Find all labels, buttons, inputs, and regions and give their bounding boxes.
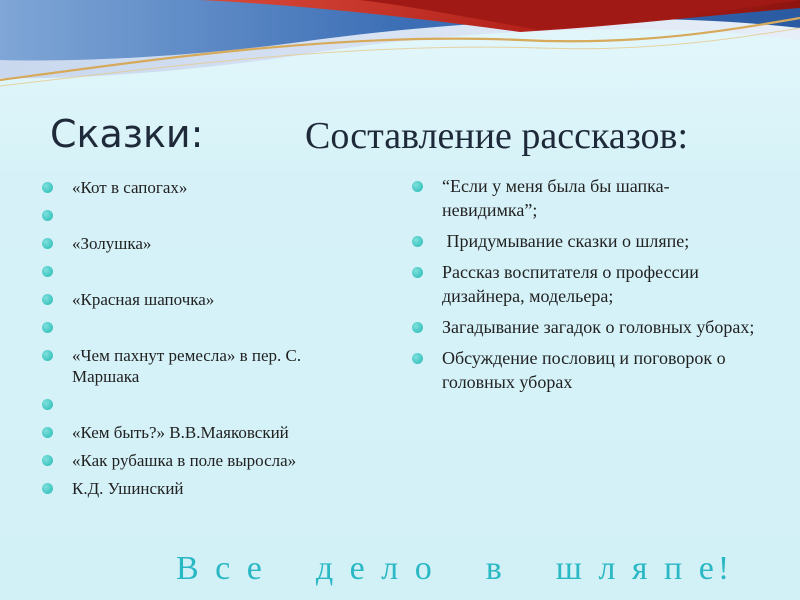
bullet-icon [412, 181, 423, 192]
list-item: Рассказ воспитателя о профессии дизайнера, модельера; [412, 260, 762, 308]
list-item: «Чем пахнут ремесла» в пер. С. Маршака [42, 345, 372, 387]
decorative-banner [0, 0, 800, 100]
list-item: «Красная шапочка» [42, 289, 372, 310]
bullet-icon [42, 294, 53, 305]
list-item: Придумывание сказки о шляпе; [412, 229, 762, 253]
slide-footer-slogan: В с е д е л о в ш л я п е! [176, 550, 734, 587]
fairy-tales-list [42, 177, 372, 506]
bullet-icon [42, 322, 53, 333]
bullet-icon [42, 399, 53, 410]
list-item [42, 205, 372, 226]
list-item [42, 261, 372, 282]
bullet-icon [412, 236, 423, 247]
list-item [42, 317, 372, 338]
list-item: «Золушка» [42, 233, 372, 254]
bullet-icon [42, 238, 53, 249]
list-item: Обсуждение пословиц и поговорок о головных уборах [412, 346, 762, 394]
list-item [42, 394, 372, 415]
bullet-icon [42, 427, 53, 438]
bullet-icon [42, 182, 53, 193]
title-story-composition: Составление рассказов: [305, 115, 689, 157]
story-activities-list [412, 174, 762, 401]
bullet-icon [42, 350, 53, 361]
bullet-icon [412, 267, 423, 278]
bullet-icon [412, 322, 423, 333]
list-item: «Кот в сапогах» [42, 177, 372, 198]
bullet-icon [42, 266, 53, 277]
bullet-icon [42, 210, 53, 221]
list-item: “Если у меня была бы шапка-невидимка”; [412, 174, 762, 222]
list-item: Загадывание загадок о головных уборах; [412, 315, 762, 339]
bullet-icon [412, 353, 423, 364]
list-item: К.Д. Ушинский [42, 478, 372, 499]
list-item: «Как рубашка в поле выросла» [42, 450, 372, 471]
list-item: «Кем быть?» В.В.Маяковский [42, 422, 372, 443]
bullet-icon [42, 455, 53, 466]
bullet-icon [42, 483, 53, 494]
title-fairy-tales: Сказки: [50, 112, 204, 156]
